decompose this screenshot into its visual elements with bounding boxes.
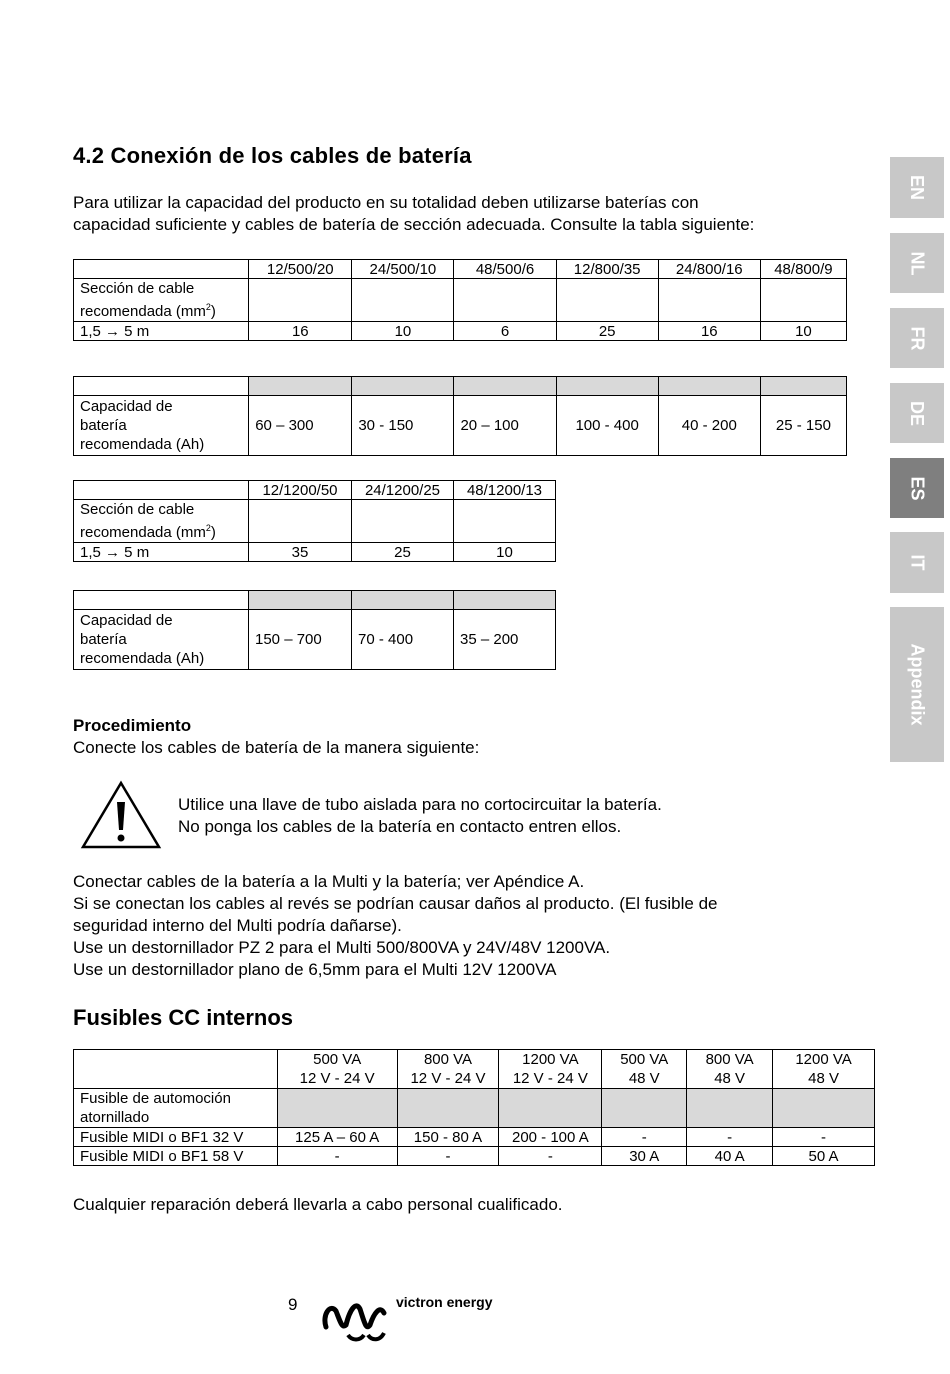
table-cell: - xyxy=(687,1128,773,1147)
model-header: 12/800/35 xyxy=(556,260,658,279)
intro-line: Para utilizar la capacidad del producto en su totalidad deben utilizarse baterías con xyxy=(73,193,699,212)
tab-appendix[interactable]: Appendix xyxy=(890,607,944,762)
table-cell: - xyxy=(397,1147,499,1166)
steps-paragraph: Conectar cables de la batería a la Multi y la batería; ver Apéndice A. Si se conectan los cables al revés se podrían causar daños al producto. (El fusible de seguridad interno del Multi podría dañarse). Use un destornillador PZ 2 para el Multi 500/800VA y 24V/48V 1200VA. Use un destornillador plano de 6,5mm para el Multi 12V 1200VA xyxy=(73,872,718,979)
table-cell: 150 - 80 A xyxy=(397,1128,499,1147)
table-cell: 10 xyxy=(454,543,556,562)
table-cell: 16 xyxy=(249,322,352,341)
fuse-header: 1200 VA 48 V xyxy=(773,1050,875,1089)
battery-capacity-label: Capacidad de batería recomendada (Ah) xyxy=(74,610,249,670)
table-cell: 16 xyxy=(658,322,760,341)
table-cell: 60 – 300 xyxy=(249,396,352,456)
table-cell: 35 – 200 xyxy=(454,610,556,670)
table-cell: 35 xyxy=(249,543,352,562)
tab-en[interactable]: EN xyxy=(890,157,944,218)
cable-section-table-500-800 xyxy=(73,259,847,341)
table-cell: 6 xyxy=(454,322,556,341)
table-cell: 100 - 400 xyxy=(556,396,658,456)
intro-line: capacidad suficiente y cables de batería de sección adecuada. Consulte la tabla siguiente: xyxy=(73,215,755,234)
table-cell: 40 A xyxy=(687,1147,773,1166)
table-cell: 10 xyxy=(352,322,454,341)
warning-text: Utilice una llave de tubo aislada para no cortocircuitar la batería. No ponga los cables de la batería en contacto entren ellos. xyxy=(178,795,662,836)
victron-logo-icon xyxy=(320,1295,390,1343)
battery-capacity-label: Capacidad de batería recomendada (Ah) xyxy=(74,396,249,456)
table-cell: 25 xyxy=(352,543,454,562)
tab-es[interactable]: ES xyxy=(890,458,944,518)
table-cell: 125 A – 60 A xyxy=(277,1128,397,1147)
tab-nl[interactable]: NL xyxy=(890,233,944,293)
fuse-header: 500 VA 48 V xyxy=(602,1050,687,1089)
length-label: 1,5 → 5 m xyxy=(74,322,249,341)
fuse-header: 1200 VA 12 V - 24 V xyxy=(499,1050,602,1089)
table-cell: - xyxy=(277,1147,397,1166)
model-header: 24/500/10 xyxy=(352,260,454,279)
fuse-header: 800 VA 12 V - 24 V xyxy=(397,1050,499,1089)
table-cell: 50 A xyxy=(773,1147,875,1166)
page-number: 9 xyxy=(288,1295,298,1314)
tab-fr[interactable]: FR xyxy=(890,308,944,368)
table-cell: - xyxy=(773,1128,875,1147)
fuse-row-label: Fusible de automoción atornillado xyxy=(74,1089,278,1128)
procedure-text: Conecte los cables de batería de la manera siguiente: xyxy=(73,738,480,757)
table-cell: 20 – 100 xyxy=(454,396,556,456)
fuses-title: Fusibles CC internos xyxy=(73,1005,294,1030)
cable-section-label: Sección de cable recomendada $(mm^2)$ xyxy=(74,500,249,543)
table-cell: 30 - 150 xyxy=(352,396,454,456)
footer-note: Cualquier reparación deberá llevarla a cabo personal cualificado. xyxy=(73,1195,563,1214)
brand-name: victron energy xyxy=(396,1294,493,1310)
fuse-row-label: Fusible MIDI o BF1 32 V xyxy=(74,1128,278,1147)
fuse-header: 500 VA 12 V - 24 V xyxy=(277,1050,397,1089)
intro-paragraph xyxy=(73,192,754,236)
length-label: 1,5 → 5 m xyxy=(74,543,249,562)
model-header: 12/500/20 xyxy=(249,260,352,279)
model-header: 24/800/16 xyxy=(658,260,760,279)
table-cell: 70 - 400 xyxy=(352,610,454,670)
warning-icon xyxy=(80,780,162,850)
table-cell: - xyxy=(499,1147,602,1166)
battery-capacity-table-1200 xyxy=(73,590,556,670)
fuse-row-label: Fusible MIDI o BF1 58 V xyxy=(74,1147,278,1166)
cable-section-table-1200 xyxy=(73,480,556,562)
section-title: 4.2 Conexión de los cables de batería xyxy=(73,143,472,168)
fuse-header: 800 VA 48 V xyxy=(687,1050,773,1089)
table-cell: 40 - 200 xyxy=(658,396,760,456)
fuse-table xyxy=(73,1049,875,1166)
model-header: 12/1200/50 xyxy=(249,481,352,500)
table-cell: 25 xyxy=(556,322,658,341)
table-cell: 10 xyxy=(760,322,846,341)
tab-de[interactable]: DE xyxy=(890,383,944,443)
model-header: 24/1200/25 xyxy=(352,481,454,500)
model-header: 48/500/6 xyxy=(454,260,556,279)
table-cell: 30 A xyxy=(602,1147,687,1166)
battery-capacity-table-500-800 xyxy=(73,376,847,456)
table-cell: 25 - 150 xyxy=(760,396,846,456)
table-cell: 200 - 100 A xyxy=(499,1128,602,1147)
cable-section-label: Sección de cable recomendada $(mm^2)$ xyxy=(74,279,249,322)
procedure-title: Procedimiento xyxy=(73,716,192,735)
tab-it[interactable]: IT xyxy=(890,532,944,593)
model-header: 48/800/9 xyxy=(760,260,846,279)
model-header: 48/1200/13 xyxy=(454,481,556,500)
table-cell: 150 – 700 xyxy=(249,610,352,670)
table-cell: - xyxy=(602,1128,687,1147)
